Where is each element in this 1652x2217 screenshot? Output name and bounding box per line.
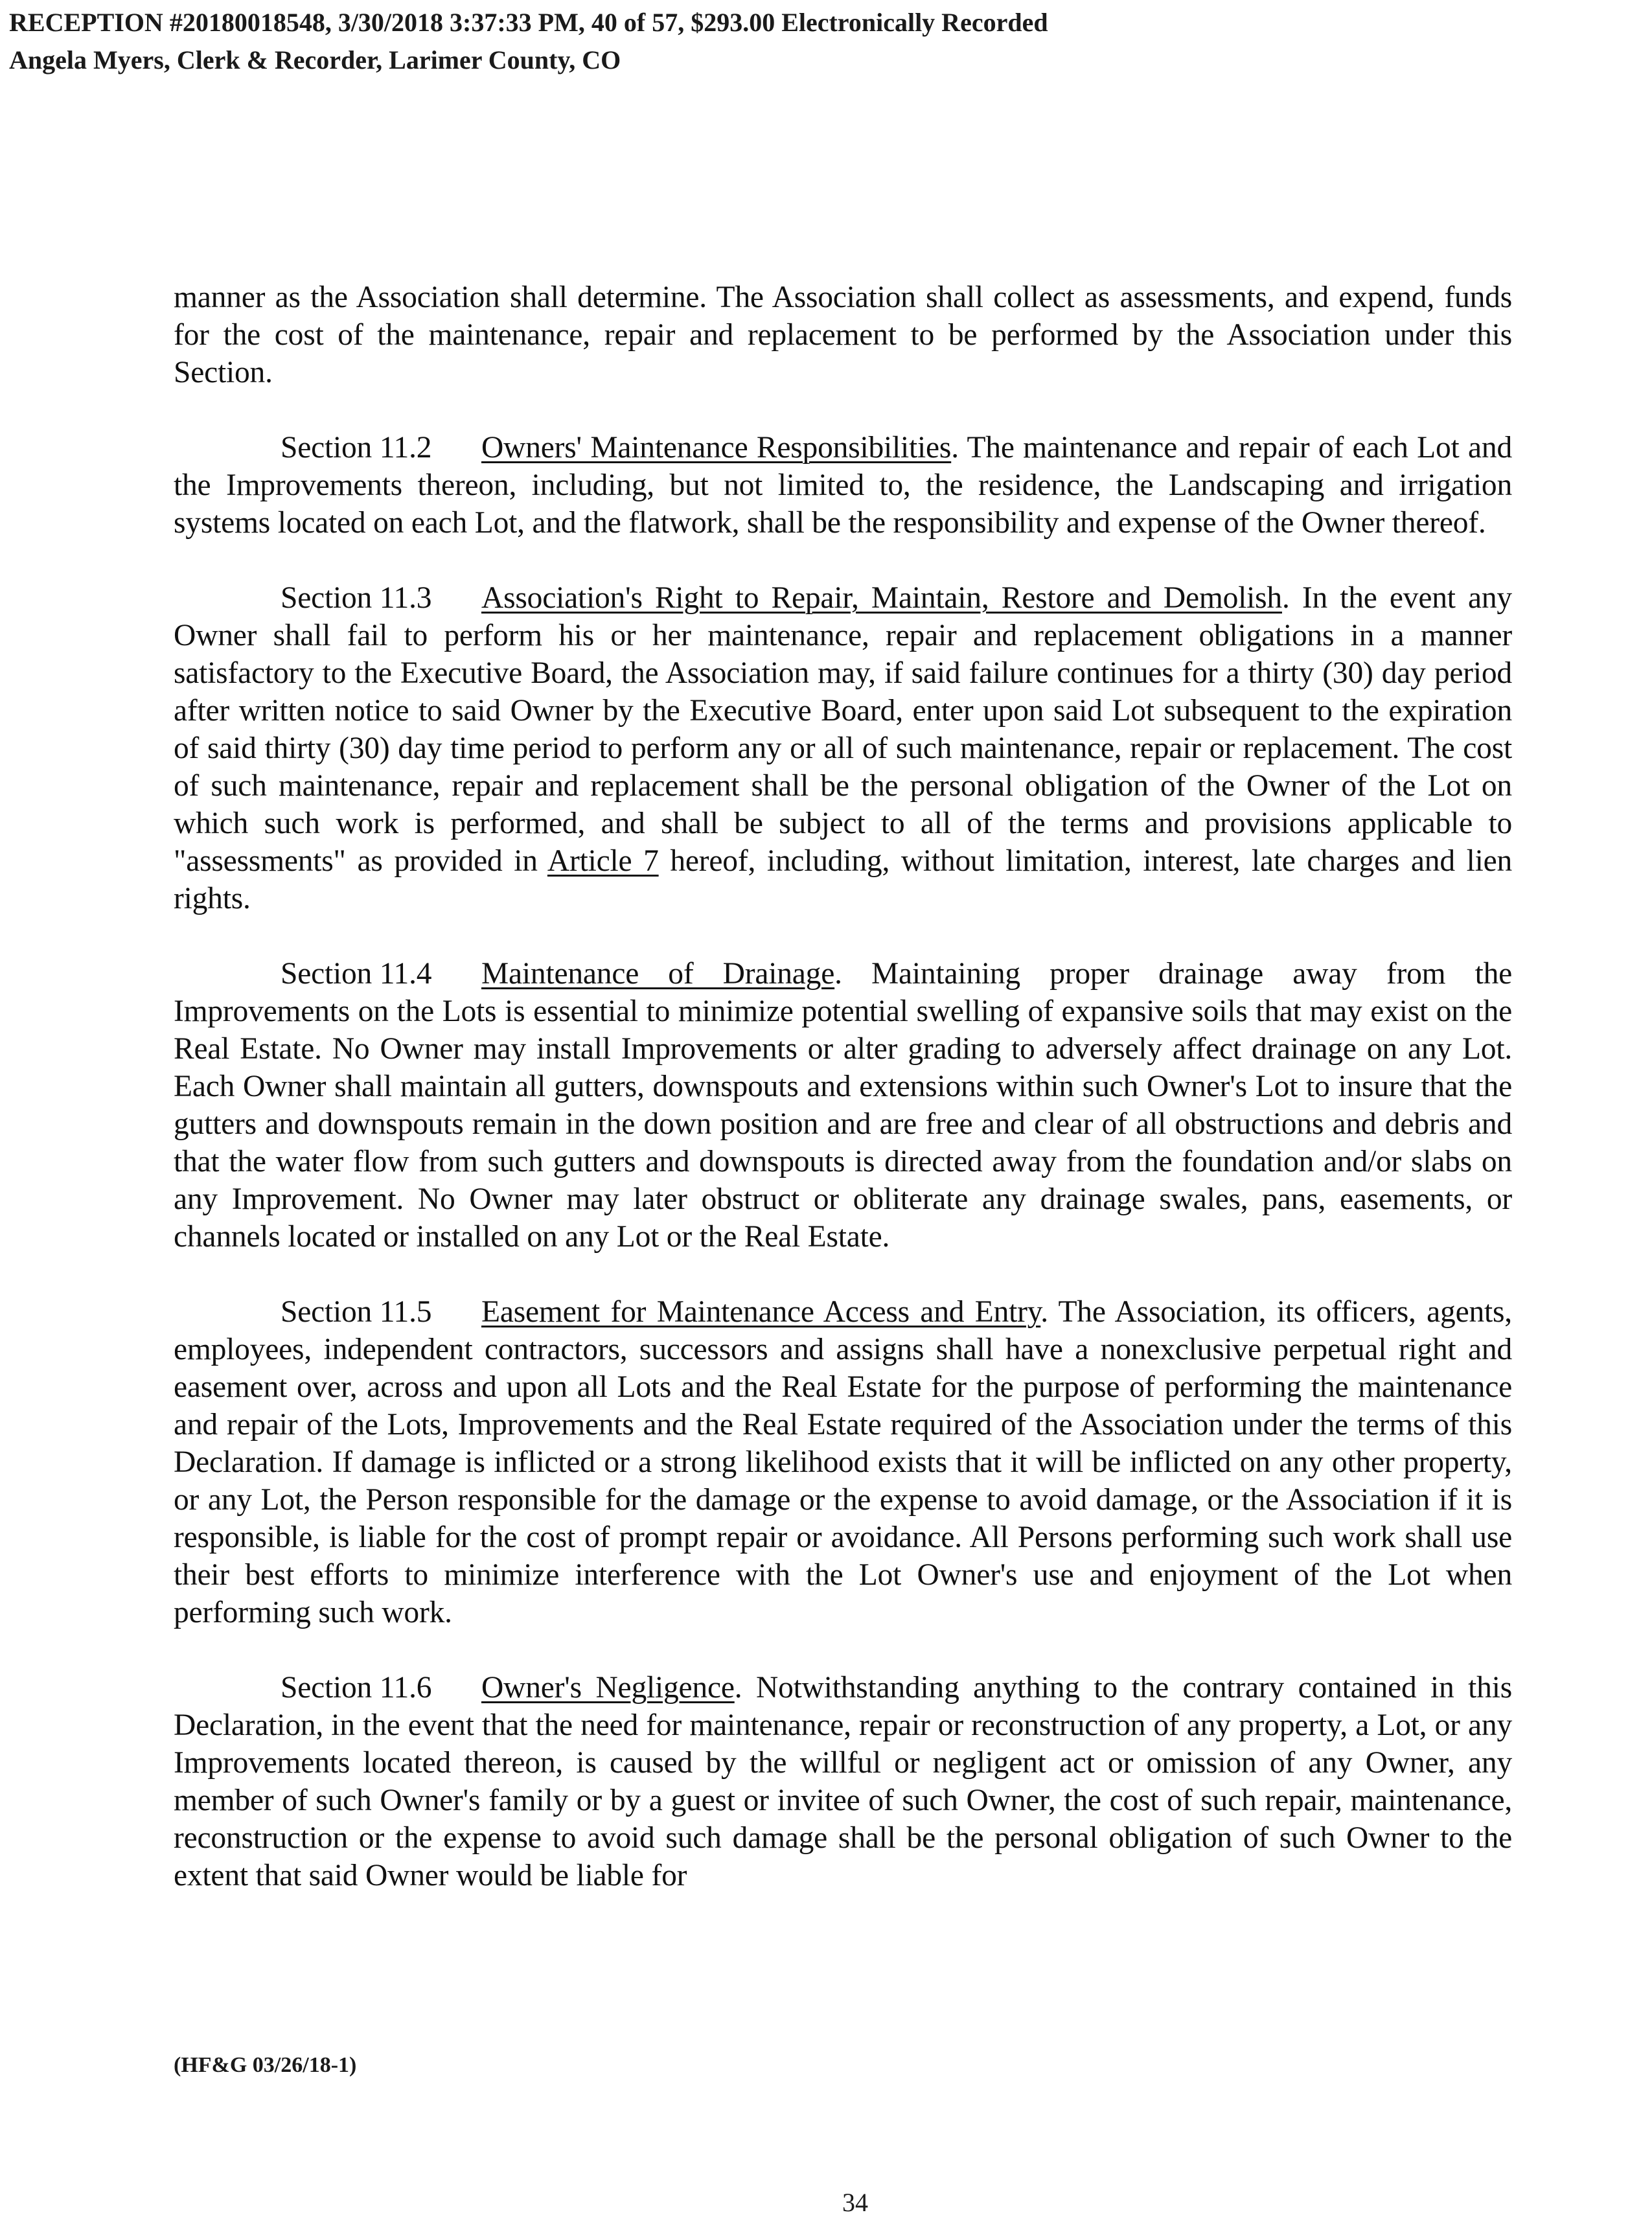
section-heading: Maintenance of Drainage [481, 957, 835, 991]
recording-stamp [9, 4, 1048, 79]
continuation-paragraph: manner as the Association shall determine. The Association shall collect as assessments, and expend, funds for the cost of the maintenance, repair and replacement to be performed by the Association under this Section. [174, 281, 1512, 389]
section-heading: Owner's Negligence [481, 1671, 735, 1705]
section-heading: Association's Right to Repair, Maintain, Restore and Demolish [481, 581, 1282, 615]
page-number: 34 [842, 2188, 868, 2217]
section-number: Section 11.2 [281, 431, 432, 465]
section-number: Section 11.3 [281, 581, 432, 615]
section-heading: Owners' Maintenance Responsibilities [481, 431, 952, 465]
section-body-continued: hereof, including, without limitation, interest, late charges and lien rights. [174, 844, 1512, 915]
section-body: . Maintaining proper drainage away from the Improvements on the Lots is essential to minimize potential swelling of expansive soils that may exist on the Real Estate. No Owner may install Improvements or alter grading to adversely affect drainage on any Lot. Each Owner shall maintain all gutters, downspouts and extensions within such Owner's Lot to insure that the gutters and downspouts remain in the down position and are free and clear of all obstructions and debris and that the water flow from such gutters and downspouts is directed away from the foundation and/or slabs on any Improvement. No Owner may later obstruct or obliterate any drainage swales, pans, easements, or channels located or installed on any Lot or the Real Estate. [174, 957, 1513, 1254]
recording-stamp-line-2: Angela Myers, Clerk & Recorder, Larimer County, CO [9, 45, 621, 75]
section-body: . In the event any Owner shall fail to perform his or her maintenance, repair and replacement obligations in a manner satisfactory to the Executive Board, the Association may, if said failure continues for a thirty (30) day period after written notice to said Owner by the Executive Board, enter upon said Lot subsequent to the expiration of said thirty (30) day time period to perform any or all of such maintenance, repair or replacement. The cost of such maintenance, repair and replacement shall be the personal obligation of the Owner of the Lot on which such work is performed, and shall be subject to all of the terms and provisions applicable to "assessments" as provided in [174, 581, 1512, 878]
section-heading: Easement for Maintenance Access and Entry [481, 1295, 1041, 1329]
section-11-6 [174, 1669, 1512, 1894]
section-body: . Notwithstanding anything to the contrary contained in this Declaration, in the event that the need for maintenance, repair or reconstruction of any property, a Lot, or any Improvements located thereon, is caused by the willful or negligent act or omission of any Owner, any member of such Owner's family or by a guest or invitee of such Owner, the cost of such repair, maintenance, reconstruction or the expense to avoid such damage shall be the personal obligation of such Owner to the extent that said Owner would be liable for [174, 1671, 1512, 1892]
recording-stamp-line-1: RECEPTION #20180018548, 3/30/2018 3:37:33 PM, 40 of 57, $293.00 Electronically Recorded [9, 8, 1048, 37]
section-11-2 [174, 429, 1512, 542]
article-reference: Article 7 [547, 844, 659, 878]
document-code: (HF&G 03/26/18-1) [174, 2053, 357, 2077]
section-number: Section 11.5 [281, 1295, 432, 1329]
document-body [174, 279, 1512, 1932]
section-11-3 [174, 579, 1512, 917]
section-11-5 [174, 1293, 1512, 1631]
section-number: Section 11.6 [281, 1671, 432, 1705]
section-body: . The Association, its officers, agents, employees, independent contractors, successors and assigns shall have a nonexclusive perpetual right and easement over, across and upon all Lots and the Real Estate for the purpose of performing the maintenance and repair of the Lots, Improvements and the Real Estate required of the Association under the terms of this Declaration. If damage is inflicted or a strong likelihood exists that it will be inflicted on any other property, or any Lot, the Person responsible for the damage or the expense to avoid damage, or the Association if it is responsible, is liable for the cost of prompt repair or avoidance. All Persons performing such work shall use their best efforts to minimize interference with the Lot Owner's use and enjoyment of the Lot when performing such work. [174, 1295, 1512, 1629]
section-body: . The maintenance and repair of each Lot and the Improvements thereon, including, but not limited to, the residence, the Landscaping and irrigation systems located on each Lot, and the flatwork, shall be the responsibility and expense of the Owner thereof. [174, 431, 1512, 540]
section-number: Section 11.4 [281, 957, 432, 991]
section-11-4 [174, 955, 1512, 1256]
